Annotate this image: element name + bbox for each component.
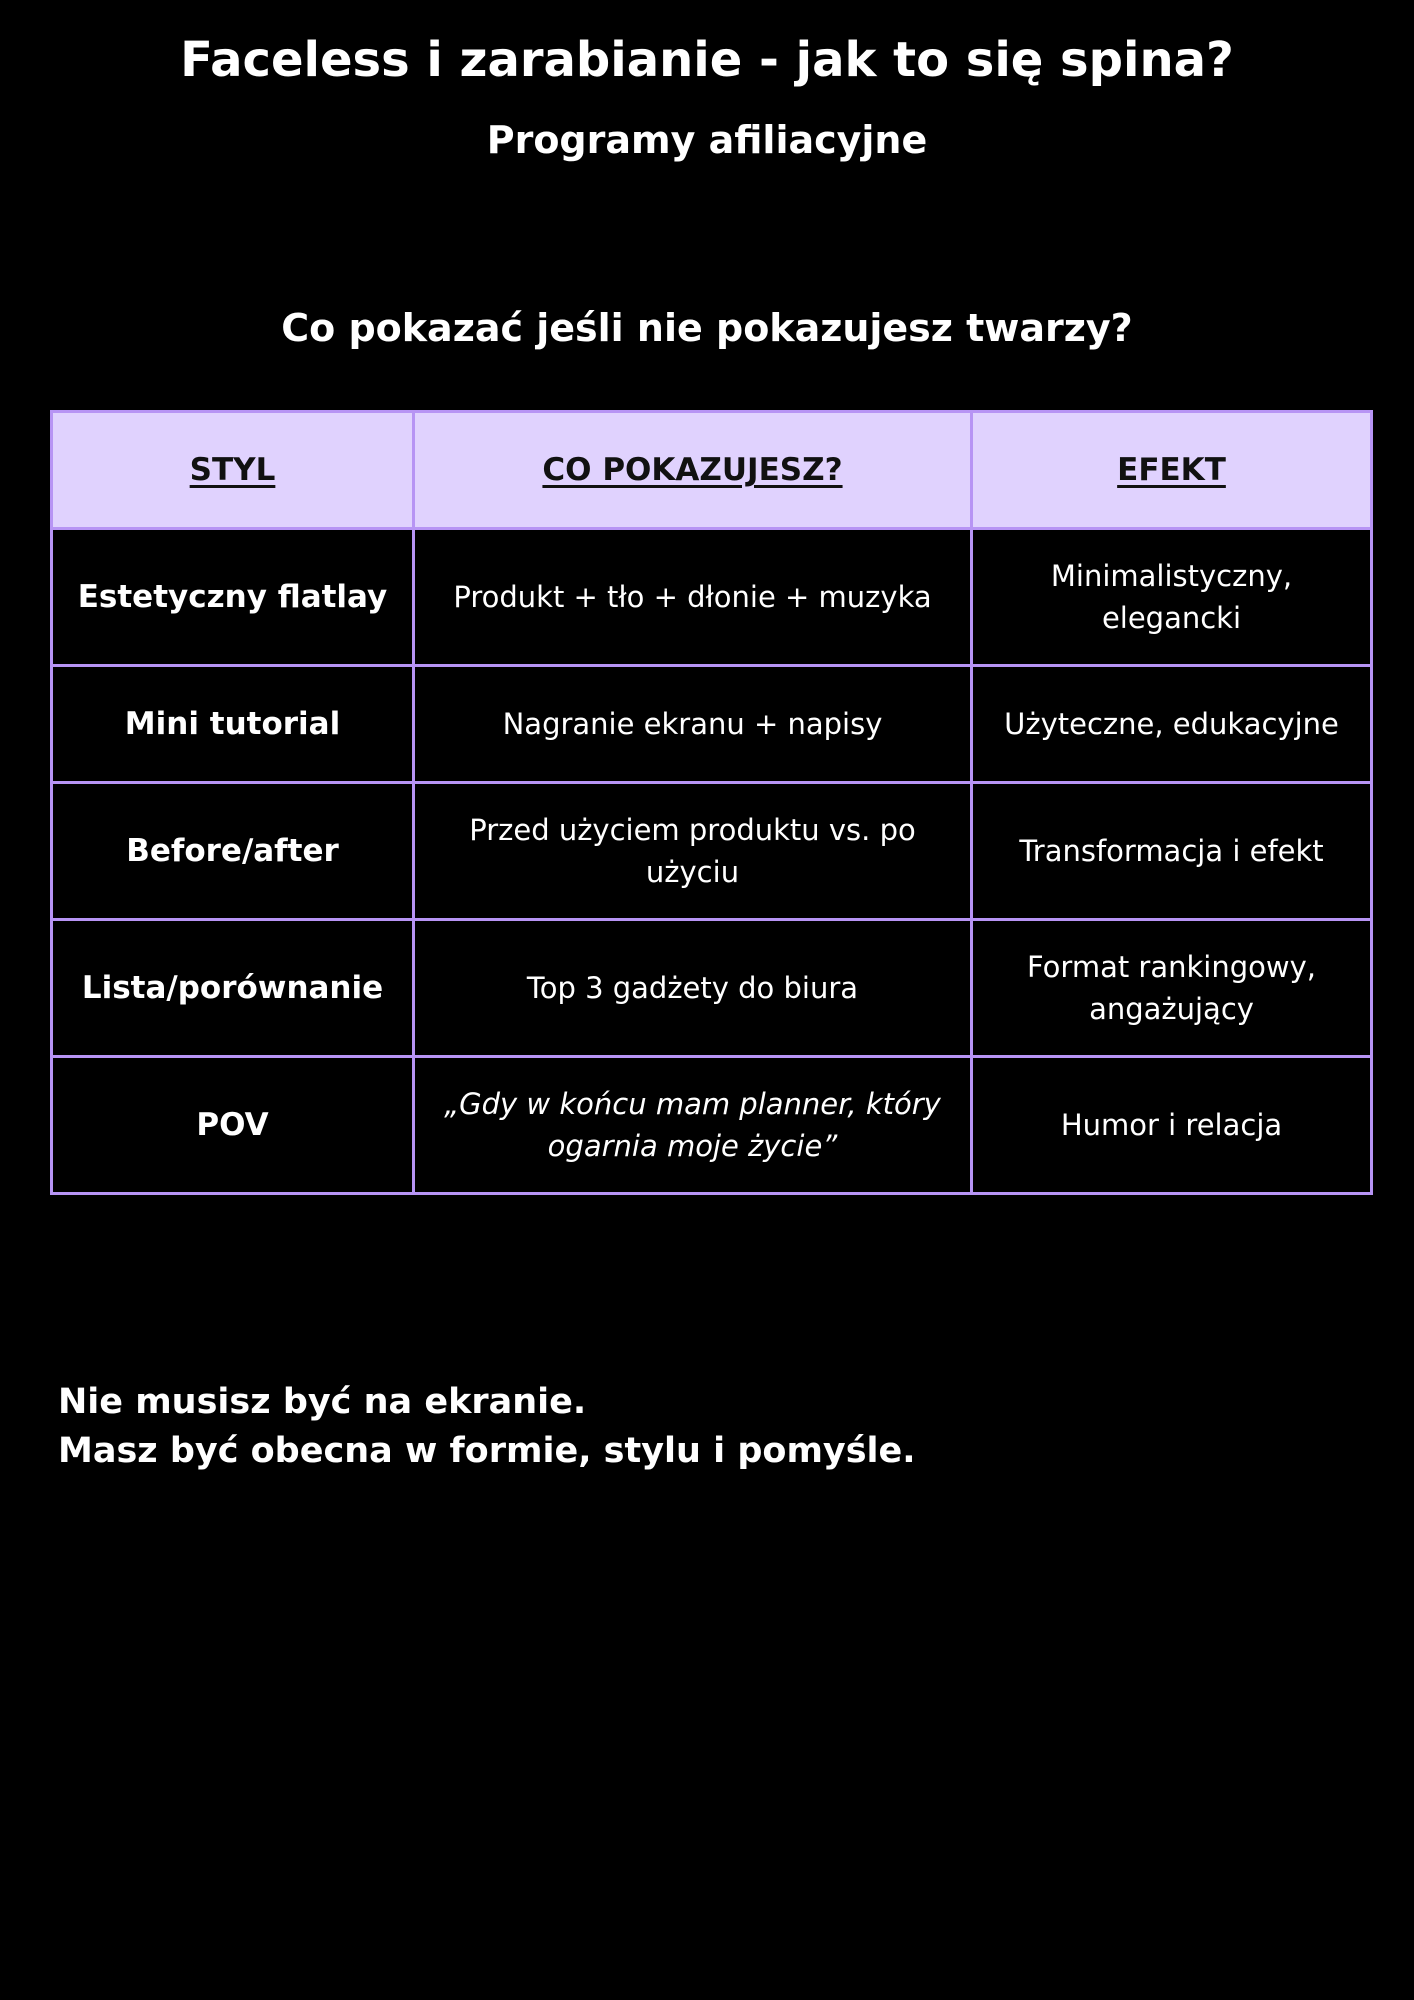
table-row: [52, 920, 1372, 1057]
styles-table: [50, 410, 1373, 1195]
style-cell: Estetyczny flatlay: [52, 529, 414, 666]
header-effect: EFEKT: [972, 412, 1372, 529]
show-cell: Top 3 gadżety do biura: [414, 920, 972, 1057]
table-row: [52, 666, 1372, 783]
closing-line-2: Masz być obecna w formie, stylu i pomyśle.: [58, 1431, 916, 1471]
page-title: Faceless i zarabianie - jak to się spina?: [180, 32, 1234, 88]
closing-statement: [58, 1378, 1358, 1476]
show-cell: Produkt + tło + dłonie + muzyka: [414, 529, 972, 666]
show-cell: „Gdy w końcu mam planner, który ogarnia moje życie”: [414, 1057, 972, 1194]
table-row: [52, 529, 1372, 666]
table-header-row: [52, 412, 1372, 529]
section-question: Co pokazać jeśli nie pokazujesz twarzy?: [281, 306, 1133, 350]
closing-line-1: Nie musisz być na ekranie.: [58, 1382, 587, 1422]
effect-cell: Użyteczne, edukacyjne: [972, 666, 1372, 783]
table-row: [52, 1057, 1372, 1194]
show-cell: Nagranie ekranu + napisy: [414, 666, 972, 783]
style-cell: Mini tutorial: [52, 666, 414, 783]
page-subtitle: Programy afiliacyjne: [486, 118, 928, 162]
style-cell: POV: [52, 1057, 414, 1194]
show-cell: Przed użyciem produktu vs. po użyciu: [414, 783, 972, 920]
header-style: STYL: [52, 412, 414, 529]
style-cell: Before/after: [52, 783, 414, 920]
effect-cell: Transformacja i efekt: [972, 783, 1372, 920]
effect-cell: Format rankingowy, angażujący: [972, 920, 1372, 1057]
style-cell: Lista/porównanie: [52, 920, 414, 1057]
table-row: [52, 783, 1372, 920]
effect-cell: Humor i relacja: [972, 1057, 1372, 1194]
header-show: CO POKAZUJESZ?: [414, 412, 972, 529]
effect-cell: Minimalistyczny, elegancki: [972, 529, 1372, 666]
